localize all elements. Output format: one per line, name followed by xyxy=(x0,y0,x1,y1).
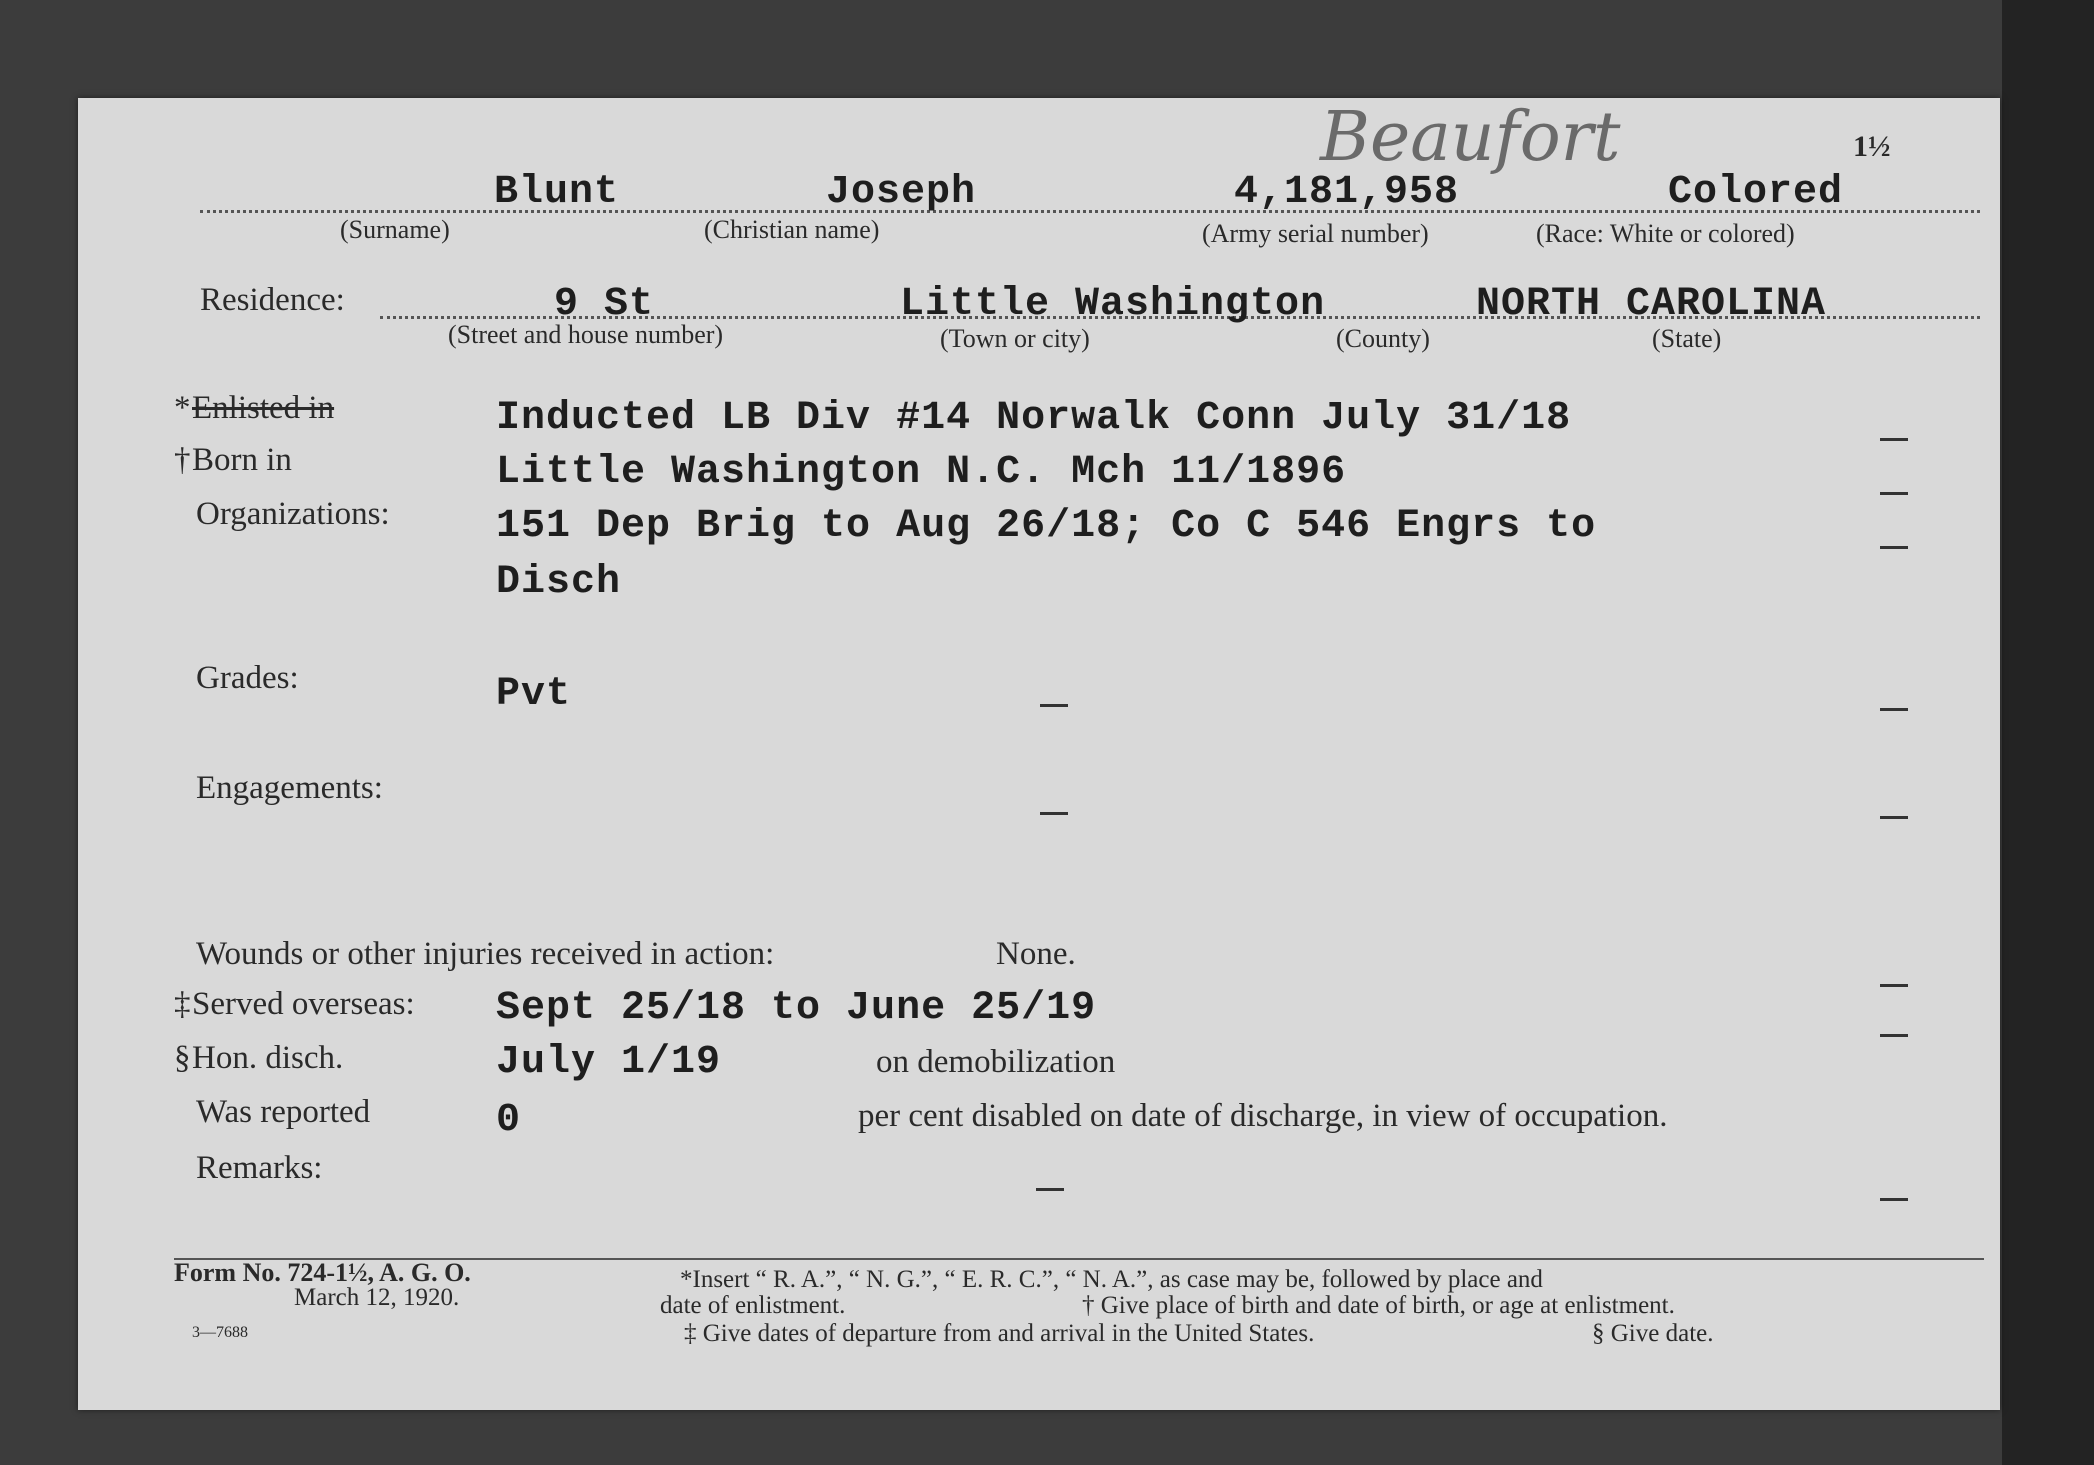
print-code: 3—7688 xyxy=(192,1324,248,1341)
wounds-label: Wounds or other injuries received in action: xyxy=(196,936,775,972)
row-dash xyxy=(1880,492,1908,495)
enlisted-label: Enlisted in xyxy=(192,390,335,426)
corner-mark: 1½ xyxy=(1853,130,1891,163)
race-caption: (Race: White or colored) xyxy=(1536,219,1795,248)
grades-value: Pvt xyxy=(496,672,572,717)
hon-disch-marker: § xyxy=(174,1040,191,1076)
reported-label: Was reported xyxy=(196,1094,371,1130)
enlisted-value: Inducted LB Div #14 Norwalk Conn July 31/18 xyxy=(496,396,1572,441)
reported-text: per cent disabled on date of discharge, in view of occupation. xyxy=(858,1098,1668,1134)
row-dash xyxy=(1880,1034,1908,1037)
overseas-marker: ‡ xyxy=(174,986,191,1022)
row-dash xyxy=(1880,708,1908,711)
row-dash xyxy=(1880,1198,1908,1201)
state-value: NORTH CAROLINA xyxy=(1476,282,1827,327)
christian-name-caption: (Christian name) xyxy=(704,215,880,244)
organizations-line-1: 151 Dep Brig to Aug 26/18; Co C 546 Engrs to xyxy=(496,504,1597,549)
state-caption: (State) xyxy=(1652,324,1722,353)
surname-value: Blunt xyxy=(494,170,620,215)
reported-value: 0 xyxy=(496,1098,522,1143)
town-caption: (Town or city) xyxy=(940,324,1090,353)
service-record-card xyxy=(78,98,2000,1410)
street-caption: (Street and house number) xyxy=(448,320,724,349)
remarks-label: Remarks: xyxy=(196,1150,323,1186)
serial-number-value: 4,181,958 xyxy=(1234,170,1460,215)
footnote-4: § Give date. xyxy=(1592,1320,1714,1347)
row-dash xyxy=(1040,812,1068,815)
hon-disch-value: July 1/19 xyxy=(496,1040,722,1085)
scan-border xyxy=(2002,0,2094,1465)
row-dash xyxy=(1036,1188,1064,1191)
handwritten-note: Beaufort xyxy=(1320,98,1621,177)
footnote-1b: date of enlistment. xyxy=(660,1292,846,1319)
footnote-2: † Give place of birth and date of birth, or age at enlistment. xyxy=(1082,1292,1675,1319)
born-marker: † xyxy=(174,442,191,478)
form-number: Form No. 724-1½, A. G. O. xyxy=(174,1258,471,1287)
town-value: Little Washington xyxy=(900,282,1326,327)
christian-name-value: Joseph xyxy=(826,170,977,215)
county-caption: (County) xyxy=(1336,324,1430,353)
surname-caption: (Surname) xyxy=(340,215,450,244)
organizations-line-2: Disch xyxy=(496,560,622,605)
wounds-value: None. xyxy=(996,936,1076,972)
serial-number-caption: (Army serial number) xyxy=(1202,219,1429,248)
organizations-label: Organizations: xyxy=(196,496,390,532)
row-dash xyxy=(1880,816,1908,819)
race-value: Colored xyxy=(1668,170,1844,215)
footnote-3: ‡ Give dates of departure from and arrival in the United States. xyxy=(684,1320,1315,1347)
row-dash xyxy=(1880,984,1908,987)
residence-label: Residence: xyxy=(200,282,345,318)
enlisted-marker: * xyxy=(174,390,191,426)
hon-disch-label: Hon. disch. xyxy=(192,1040,344,1076)
street-value: 9 St xyxy=(554,282,655,327)
hon-disch-note: on demobilization xyxy=(876,1044,1116,1080)
row-dash xyxy=(1880,546,1908,549)
born-label: Born in xyxy=(192,442,292,478)
overseas-label: Served overseas: xyxy=(192,986,415,1022)
grades-label: Grades: xyxy=(196,660,299,696)
overseas-value: Sept 25/18 to June 25/19 xyxy=(496,986,1097,1031)
row-dash xyxy=(1040,704,1068,707)
footnote-1a: *Insert “ R. A.”, “ N. G.”, “ E. R. C.”, “ N. A.”, as case may be, followed by place and xyxy=(680,1266,1543,1293)
engagements-label: Engagements: xyxy=(196,770,383,806)
born-value: Little Washington N.C. Mch 11/1896 xyxy=(496,450,1347,495)
form-date: March 12, 1920. xyxy=(294,1284,460,1311)
row-dash xyxy=(1880,438,1908,441)
